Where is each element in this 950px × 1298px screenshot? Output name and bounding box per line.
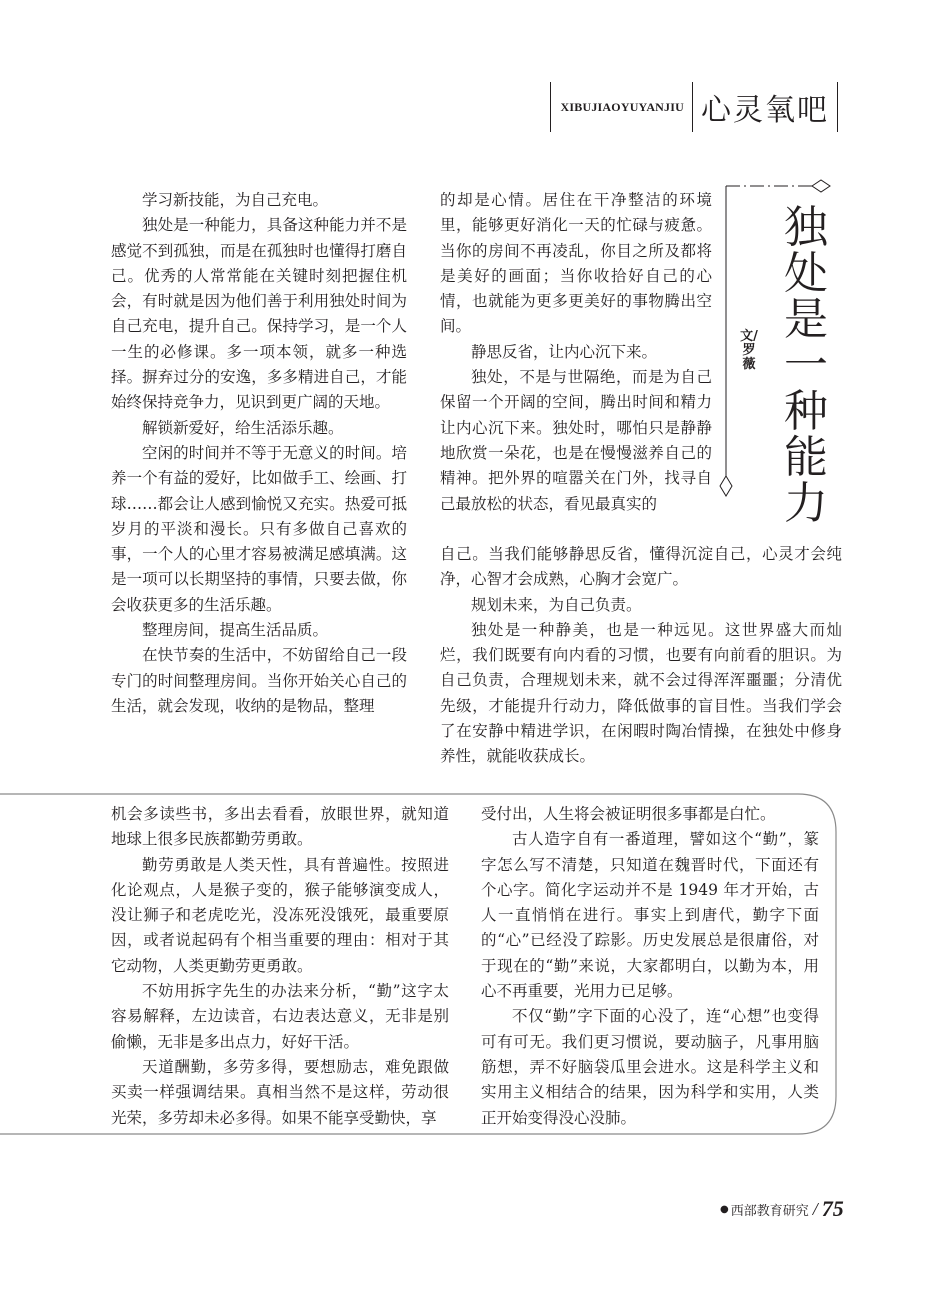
paragraph: 在快节奏的生活中，不妨留给自己一段专门的时间整理房间。当你开始关心自己的生活，就会发现，收纳的是物品，整理 [111,646,407,715]
header-en-title: XIBUJIAOYUYANJIU [560,99,684,114]
paragraph: 自己。当我们能够静思反省，懂得沉淀自己，心灵才会纯净，心智才会成熟，心胸才会宽广。 [440,545,842,589]
bullet-icon: ● [720,1203,729,1215]
subheading: 整理房间，提高生活品质。 [142,621,329,640]
subheading: 规划未来，为自己负责。 [471,595,642,614]
paragraph: 的却是心情。居住在干净整洁的环境里，能够更好消化一天的忙碌与疲惫。当你的房间不再凌乱，你目之所及都将是美好的画面；当你收拾好自己的心情，也就能为更多更美好的事物腾出空间。 [440,191,712,336]
paragraph: 天道酬勤，多劳多得，要想励志，难免跟做买卖一样强调结果。真相当然不是这样，劳动很光荣，多劳却未必多得。如果不能享受勤快，享 [111,1057,449,1127]
article-title: 独处是一种能力 [784,202,828,529]
paragraph: 不妨用拆字先生的办法来分析，“勤”这字太容易解释，左边读音，右边表达意义，无非是别偷懒，无非是多出点力，好好干活。 [111,982,449,1051]
article-column-3 [111,802,449,1131]
header-section-title: 心灵氧吧 [701,93,829,128]
paragraph: 受付出，人生将会被证明很多事都是白忙。 [481,805,776,823]
paragraph: 独处是一种静美，也是一种远见。这世界盛大而灿烂，我们既要有向内看的习惯，也要有向前看的胆识。为自己负责，合理规划未来，就不会过得浑浑噩噩；分清优先级，才能提升行动力，降低做事的盲目性。当我们学会了在安静中精进学识，在闲暇时陶冶情操，在独处中修身养性，就能收获成长。 [440,620,842,766]
paragraph: 机会多读些书，多出去看看，放眼世界，就知道地球上很多民族都勤劳勇敢。 [111,805,449,849]
paragraph: 不仅“勤”字下面的心没了，连“心想”也变得可有可无。我们更习惯说，要动脑子，凡事用脑筋想，弄不好脑袋瓜里会进水。这是科学主义和实用主义相结合的结果，因为科学和实用，人类正开始变得没心没肺。 [481,1007,819,1127]
article-column-2-upper [440,188,712,517]
running-header [550,82,838,132]
subheading: 解锁新爱好，给生活添乐趣。 [142,418,344,437]
page-footer [720,1196,844,1222]
journal-name: 西部教育研究 [730,1203,809,1219]
article-column-1 [111,188,407,719]
paragraph: 独处，不是与世隔绝，而是为自己保留一个开阔的空间，腾出时间和精力让内心沉下来。独处时，哪怕只是静静地欣赏一朵花，也是在慢慢滋养自己的精神。把外界的喧嚣关在门外，找寻自己最放松的状态，看见最真实的 [440,368,712,513]
header-divider-right [837,82,838,132]
paragraph: 空闲的时间并不等于无意义的时间。培养一个有益的爱好，比如做手工、绘画、打球……都会让人感到愉悦又充实。热爱可抵岁月的平淡和漫长。只有多做自己喜欢的事，一个人的心里才容易被满足感填满。这是一项可以长期坚持的事情，只要去做，你会收获更多的生活乐趣。 [111,443,407,614]
paragraph: 勤劳勇敢是人类天性，具有普遍性。按照进化论观点，人是猴子变的，猴子能够演变成人，没让狮子和老虎吃光，没冻死没饿死，最重要原因，或者说起码有个相当重要的理由：相对于其它动物，人类更勤劳更勇敢。 [111,855,449,975]
paragraph: 古人造字自有一番道理，譬如这个“勤”，篆字怎么写不清楚，只知道在魏晋时代，下面还有个心字。简化字运动并不是 1949 年才开始，古人一直悄悄在进行。事实上到唐代，勤字下面的“心”已经没了踪影。历史发展总是很庸俗，对于现在的“勤”来说，大家都明白，以勤为本，用心不再重要，光用力已足够。 [481,830,819,1001]
header-divider-left [550,82,551,132]
article-column-4 [481,802,819,1131]
slash-separator: / [812,1198,818,1219]
subheading: 学习新技能，为自己充电。 [142,191,329,209]
article-author: 文/罗 薇 [740,329,758,372]
paragraph: 独处是一种能力，具备这种能力并不是感觉不到孤独，而是在孤独时也懂得打磨自己。优秀的人常常能在关键时刻把握住机会，有时就是因为他们善于利用独处时间为自己充电，提升自己。保持学习，是一个人一生的必修课。多一项本领，就多一种选择。摒弃过分的安逸，多多精进自己，才能始终保持竞争力，见识到更广阔的天地。 [111,216,407,412]
article-column-2-lower [440,542,842,770]
page-number: 75 [821,1196,844,1221]
subheading: 静思反省，让内心沉下来。 [471,342,658,361]
header-divider-dotted [692,82,693,132]
